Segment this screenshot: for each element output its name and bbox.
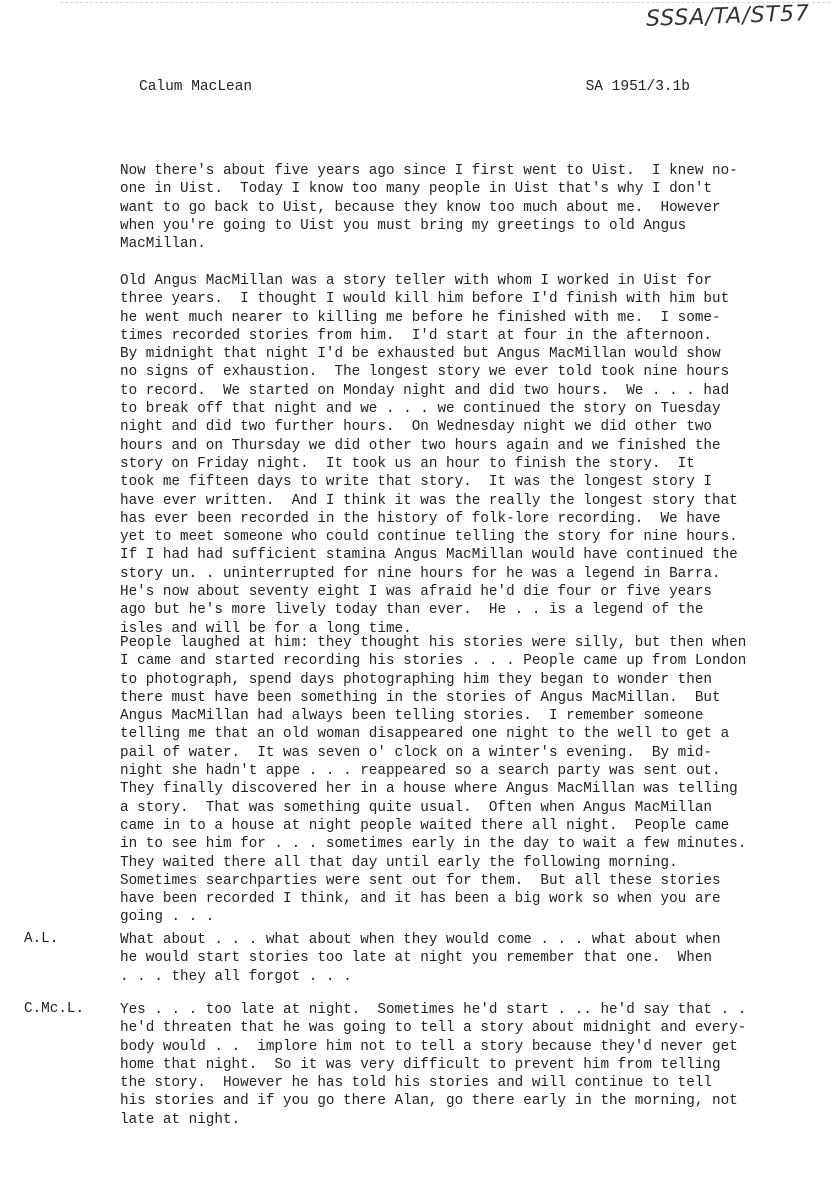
paragraph: Now there's about five years ago since I first went to Uist. I knew no- one in Uist. Today I know too many people in Uist that's why I don't want to go back to Uist, because they know too much about me. However when you're going to Uist you must bring my greetings to old Angus MacMillan. [120,163,738,253]
paragraph: Old Angus MacMillan was a story teller with whom I worked in Uist for three years. I thought I would kill him before I'd finish with him but he went much nearer to killing me before he finished with me. I some- times recorded stories from him. I'd start at four in the afternoon. By midnight that night I'd be exhausted but Angus MacMillan would show no signs of exhaustion. The longest story we ever told took nine hours to record. We started on Monday night and did two hours. We . . . had to break off that night and we . . . we continued the story on Tuesday night and did two further hours. On Wednesday night we did other two hours and on Thursday we did other two hours again and we finished the story on Friday night. It took us an hour to finish the story. It took me fifteen days to write that story. It was the longest story I have ever written. And I think it was the really the longest story that has ever been recorded in the history of folk-lore recording. We have yet to meet someone who could continue telling the story for nine hours. If I had had sufficient stamina Angus MacMillan would have continued the story un. . uninterrupted for nine hours for he was a legend in Barra. He's now about seventy eight I was afraid he'd die four or five years ago but he's more lively today than ever. He . . is a legend of the isles and will be for a long time. [120,273,738,637]
paragraph: People laughed at him: they thought his stories were silly, but then when I came and started recording his stories . . . People came up from London to photograph, spend days photographing him they began to wonder then there must have been something in the stories of Angus MacMillan. But Angus MacMillan had always been telling stories. I remember someone telling me that an old woman disappeared one night to the well to get a pail of water. It was seven o' clock on a winter's evening. By mid- night she hadn't appe . . . reappeared so a search party was sent out. They finally discovered her in a house where Angus MacMillan was telling a story. That was something quite usual. Often when Angus MacMillan came in to a house at night people waited there all night. People came in to see him for . . . sometimes early in the day to wait a few minutes. They waited there all that day until early the following morning. Sometimes searchparties were sent out for them. But all these stories have been recorded I think, and it has been a big work so when you are going . . . [120,635,747,926]
speaker-turn-text: Yes . . . too late at night. Sometimes he'd start . .. he'd say that . . he'd threaten that he was going to tell a story about midnight and every- body would . . implore him not to tell a story because they'd never get home that night. So it was very difficult to prevent him from telling the story. However he has told his stories and will continue to tell his stories and if you go there Alan, go there early in the morning, not late at night. [120,1002,747,1128]
speaker-turn-text: What about . . . what about when they would come . . . what about when he would start stories too late at night you remember that one. When . . . they all forgot . . . [120,932,721,985]
recording-reference: SA 1951/3.1b [585,79,690,95]
speaker-name: Calum MacLean [139,79,253,95]
archive-reference: SSSA/TA/ST57 [645,1,811,32]
speaker-label: C.Mc.L. [24,1001,85,1017]
speaker-label: A.L. [24,931,59,947]
